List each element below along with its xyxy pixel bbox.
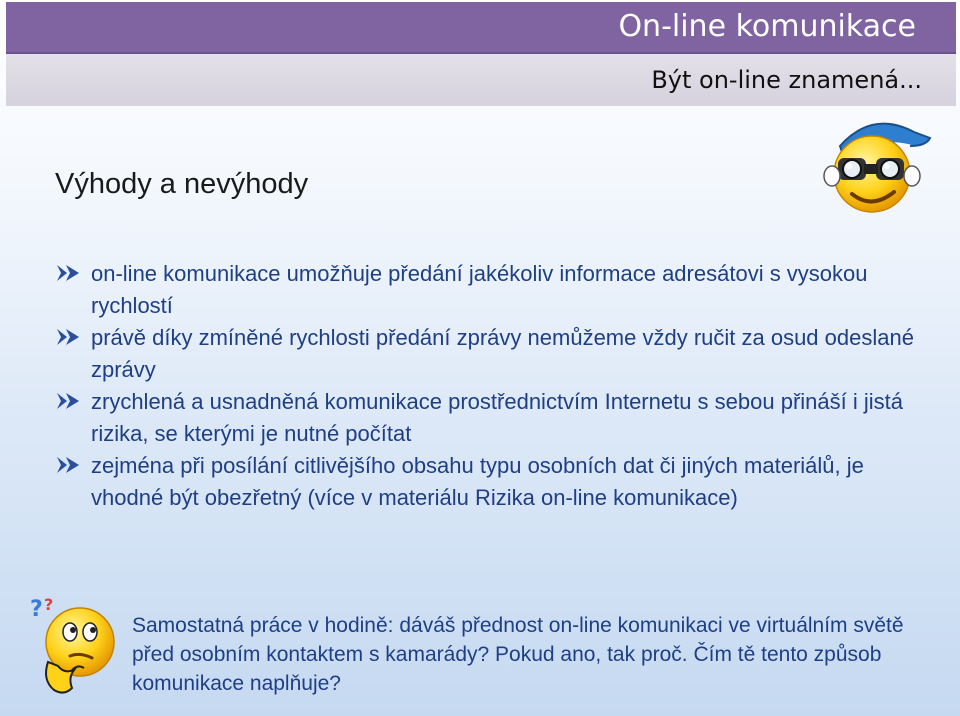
chevron-arrow-icon xyxy=(55,391,81,411)
bullet-item xyxy=(55,258,915,322)
subtitle-bar xyxy=(6,54,956,106)
chevron-arrow-icon xyxy=(55,455,81,475)
task-text: Samostatná práce v hodině: dáváš přednost on-line komunikaci ve virtuálním světě před osobním kontaktem s kamarády? Pokud ano, tak proč. Čím tě tento způsob komunikace naplňuje? xyxy=(132,614,904,695)
bullet-text: zejména při posílání citlivějšího obsahu typu osobních dat či jiných materiálů, je vhodné být obezřetný (více v materiálu Rizika on-line komunikace) xyxy=(91,453,864,510)
bullet-item xyxy=(55,322,915,386)
bullet-text: zrychlená a usnadněná komunikace prostřednictvím Internetu s sebou přináší i jistá rizika, se kterými je nutné počítat xyxy=(91,389,903,446)
thinking-smiley-icon xyxy=(28,592,120,698)
chevron-arrow-icon xyxy=(55,263,81,283)
bullet-item xyxy=(55,450,915,514)
chevron-arrow-icon xyxy=(55,327,81,347)
title-bar xyxy=(6,2,956,54)
svg-text:?: ? xyxy=(44,595,54,614)
bullet-item xyxy=(55,386,915,450)
bullet-text: právě díky zmíněné rychlosti předání zprávy nemůžeme vždy ručit za osud odeslané zprávy xyxy=(91,325,914,382)
slide-subtitle: Být on-line znamená... xyxy=(651,66,922,94)
section-heading: Výhody a nevýhody xyxy=(55,168,309,200)
slide-title: On-line komunikace xyxy=(618,9,916,44)
svg-text:?: ? xyxy=(30,597,43,622)
binocular-smiley-icon xyxy=(810,116,938,220)
bullet-text: on-line komunikace umožňuje předání jakékoliv informace adresátovi s vysokou rychlostí xyxy=(91,261,868,318)
bullet-list xyxy=(55,258,915,514)
